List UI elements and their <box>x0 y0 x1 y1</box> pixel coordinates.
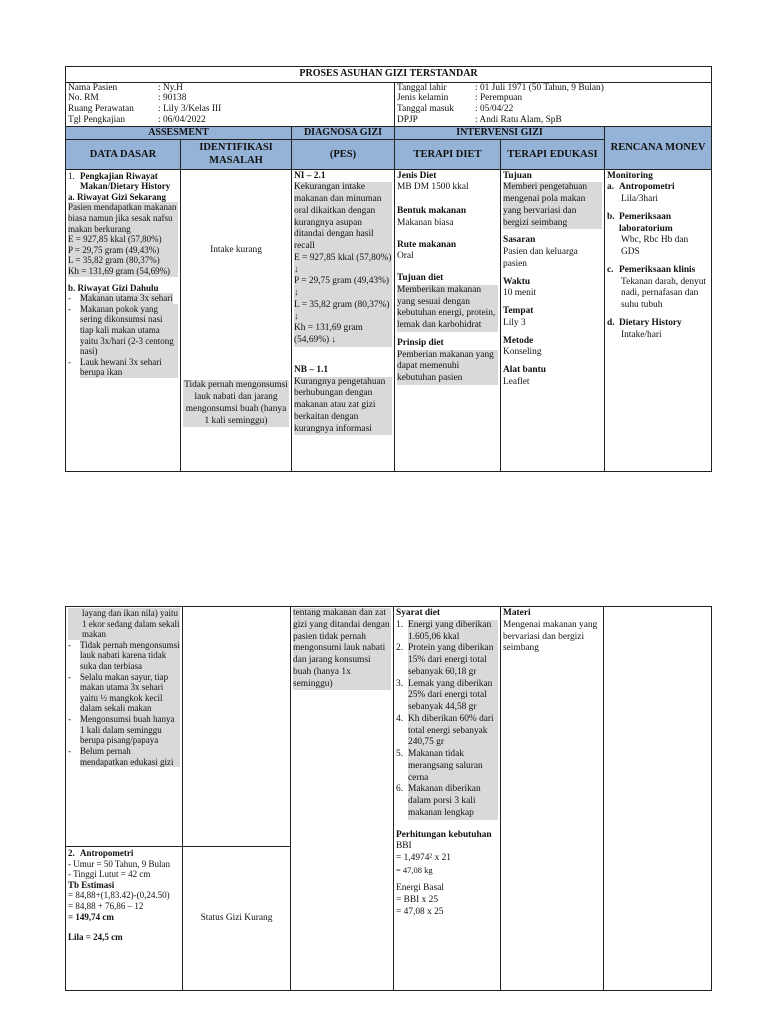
riwayat-gizi-sekarang-title: a. Riwayat Gizi Sekarang <box>68 191 166 202</box>
monev-klinis-value: Tekanan darah, denyut nadi, pernafasan dan suhu tubuh <box>621 276 706 310</box>
status-gizi-cell <box>183 847 291 991</box>
rute-makanan-value: Oral <box>397 251 414 262</box>
label-tanggal-masuk: Tanggal masuk <box>397 104 454 115</box>
antropometri-title: Antropometri <box>80 848 134 858</box>
monev-laboratorium-title: Pemeriksaan laboratorium <box>619 211 673 234</box>
monitoring-title: Monitoring <box>607 170 653 181</box>
energi-basal-formula: = BBI x 25 <box>396 895 439 906</box>
syarat-porsi: Makanan diberikan dalam porsi 3 kali makanan lengkap <box>408 784 498 819</box>
riwayat-dahulu-item-5: Selalu makan sayur, tiap makan utama 3x sehari yaitu ½ mangkok kecil dalam sekali makan <box>80 672 180 714</box>
list-item: - Tidak pernah mengonsumsi lauk nabati karena tidak suka dan terbiasa <box>68 639 180 672</box>
value-jenis-kelamin: : Perempuan <box>475 93 523 104</box>
list-item: - Selalu makan sayur, tiap makan utama 3x sehari yaitu ½ mangkok kecil dalam sekali makan <box>68 672 180 714</box>
header-intervensi-gizi: INTERVENSI GIZI <box>395 126 605 140</box>
monev-laboratorium-value: Wbc, Rbc Hb dan GDS <box>621 235 689 257</box>
header-data-dasar: DATA DASAR <box>66 140 181 169</box>
riwayat-dahulu-item-3: Lauk hewani 3x sehari berupa ikan <box>80 357 178 378</box>
value-ruang-perawatan: : Lily 3/Kelas III <box>158 104 222 115</box>
diagnosis-lemak: L = 35,82 gram (80,37%) ↓ <box>294 300 392 324</box>
diagnosis-ni-code: NI – 2.1 <box>294 170 326 181</box>
header-rencana-monev: RENCANA MONEV <box>605 126 712 169</box>
pes-continued-cell <box>291 607 394 991</box>
perhitungan-kebutuhan-title: Perhitungan kebutuhan <box>396 829 492 840</box>
edukasi-waktu-value: 10 menit <box>503 288 537 299</box>
edukasi-tempat-label: Tempat <box>503 306 534 316</box>
label-nama-pasien: Nama Pasien <box>68 82 118 93</box>
edukasi-waktu-label: Waktu <box>503 276 531 287</box>
riwayat-dahulu-item-1: Makanan utama 3x sehari <box>80 293 173 304</box>
diagnosis-energi: E = 927,85 kkal (57,80%) ↓ <box>294 252 392 275</box>
terapi-diet-continued-cell <box>394 607 501 991</box>
masalah-intake-kurang: Intake kurang <box>210 244 262 255</box>
tb-estimasi-result: = 149,74 cm <box>68 911 114 922</box>
lauk-hewani-continued: layang dan ikan nila) yaitu 1 ekor sedang dalam sekali makan <box>68 608 180 640</box>
edukasi-metode-label: Metode <box>503 335 534 346</box>
section-1-title: Pengkajian Riwayat Makan/Dietary History <box>80 170 171 192</box>
pagt-table-page1 <box>65 66 712 472</box>
tujuan-diet-label: Tujuan diet <box>397 273 444 283</box>
patient-info-left <box>66 82 395 126</box>
label-tanggal-lahir: Tanggal lahir <box>397 82 447 93</box>
header-pes: (PES) <box>292 140 395 169</box>
list-item: 3. Lemak yang diberikan 25% dari energi total sebanyak 44,58 gr <box>396 679 498 714</box>
tujuan-diet-value: Memberikan makanan yang sesuai dengan kebutuhan energi, protein, lemak dan karbohidrat <box>397 285 498 332</box>
monev-d-letter: d. <box>607 317 615 328</box>
monev-dietary-value: Intake/hari <box>621 329 662 340</box>
identifikasi-continued-cell <box>183 607 291 847</box>
jenis-diet-label: Jenis Diet <box>397 170 437 181</box>
header-assesment: ASSESMENT <box>66 126 292 140</box>
value-tgl-pengkajian: : 06/04/2022 <box>158 114 206 125</box>
edukasi-tempat-value: Lily 3 <box>503 317 526 328</box>
pes-cell <box>292 169 395 471</box>
status-gizi-kurang: Status Gizi Kurang <box>200 912 273 923</box>
pagt-table-page2 <box>65 606 712 991</box>
label-tgl-pengkajian: Tgl Pengkajian <box>68 114 126 125</box>
syarat-karbohidrat: Kh diberikan 60% dari total energi sebanyak 240,75 gr <box>408 714 498 749</box>
antropometri-umur: - Umur = 50 Tahun, 9 Bulan <box>68 858 171 869</box>
diagnosis-karbohidrat: Kh = 131,69 gram (54,69%) ↓ <box>294 323 392 347</box>
value-nama-pasien: : Ny.H <box>158 82 183 93</box>
syarat-diet-title: Syarat diet <box>396 608 441 618</box>
list-item: 1. Energi yang diberikan 1.605,06 kkal <box>396 620 498 644</box>
prinsip-diet-value: Pemberian makanan yang dapat memenuhi kebutuhan pasien <box>397 350 498 385</box>
riwayat-dahulu-item-4: Tidak pernah mengonsumsi lauk nabati karena tidak suka dan terbiasa <box>80 639 180 672</box>
header-identifikasi-masalah: IDENTIFIKASI MASALAH <box>181 140 292 169</box>
diagnosis-nb-code: NB – 1.1 <box>294 364 329 375</box>
bbi-formula: = 1,4974² x 21 <box>396 853 451 863</box>
edukasi-tujuan-label: Tujuan <box>503 170 532 181</box>
monev-dietary-title: Dietary History <box>619 317 682 328</box>
energi-basal-label: Energi Basal <box>396 883 444 894</box>
monev-antropometri-value: Lila/3hari <box>621 194 658 204</box>
rute-makanan-label: Rute makanan <box>397 239 457 250</box>
edukasi-tujuan-value: Memberi pengetahuan mengenai pola makan yang bervariasi dan bergizi seimbang <box>503 182 602 229</box>
value-tanggal-masuk: : 05/04/22 <box>475 104 514 115</box>
diagnosis-protein: P = 29,75 gram (49,43%) ↓ <box>294 276 392 300</box>
edukasi-sasaran-value: Pasien dan keluarga pasien <box>503 247 578 269</box>
list-item: 4. Kh diberikan 60% dari total energi sebanyak 240,75 gr <box>396 714 498 749</box>
syarat-saluran-cerna: Makanan tidak merangsang saluran cerna <box>408 749 498 784</box>
value-dpjp: : Andi Ratu Alam, SpB <box>475 114 562 125</box>
terapi-diet-cell <box>395 169 501 471</box>
document-title: PROSES ASUHAN GIZI TERSTANDAR <box>66 67 712 83</box>
energi-basal-result: = 47,08 x 25 <box>396 906 444 917</box>
bbi-result: = 47,08 kg <box>396 864 433 875</box>
recall-energi: E = 927,85 kkal (57,80%) <box>68 234 178 245</box>
header-terapi-edukasi: TERAPI EDUKASI <box>501 140 605 169</box>
section-2-number: 2. <box>68 848 75 858</box>
list-item: - Makanan utama 3x sehari <box>68 293 173 304</box>
syarat-lemak: Lemak yang diberikan 25% dari energi total sebanyak 44,58 gr <box>408 679 498 714</box>
monev-c-letter: c. <box>607 264 614 275</box>
syarat-protein: Protein yang diberikan 15% dari energi total sebanyak 60,18 gr <box>408 643 498 678</box>
riwayat-dahulu-item-2: Makanan pokok yang sering dikonsumsi nasi tiap kali makan utama yaitu 3x/hari (2-3 centong nasi) <box>80 304 178 357</box>
tb-estimasi-title: Tb Estimasi <box>68 879 115 890</box>
list-item: 2. Protein yang diberikan 15% dari energi total sebanyak 60,18 gr <box>396 643 498 678</box>
header-diagnosa-gizi: DIAGNOSA GIZI <box>292 126 395 140</box>
list-item: - Belum pernah mendapatkan edukasi gizi <box>68 746 180 767</box>
list-item: - Lauk hewani 3x sehari berupa ikan <box>68 357 178 378</box>
list-item: - Makanan pokok yang sering dikonsumsi nasi tiap kali makan utama yaitu 3x/hari (2-3 centong nasi) <box>68 304 178 357</box>
antropometri-tinggi-lutut: - Tinggi Lutut = 42 cm <box>68 869 151 880</box>
edukasi-sasaran-label: Sasaran <box>503 235 536 246</box>
riwayat-dahulu-item-6: Mengonsumsi buah hanya 1 kali dalam seminggu berupa pisang/papaya <box>80 714 180 746</box>
materi-value: Mengenai makanan yang bervariasi dan bergizi seimbang <box>503 619 598 654</box>
label-dpjp: DPJP <box>397 114 418 125</box>
riwayat-gizi-dahulu-title: b. Riwayat Gizi Dahulu <box>68 282 159 293</box>
identifikasi-masalah-cell <box>181 169 292 471</box>
label-ruang-perawatan: Ruang Perawatan <box>68 104 134 115</box>
diagnosis-nb-text-continued: tentang makanan dan zat gizi yang ditandai dengan pasien tidak pernah mengonsumi lauk nabati dan jarang konsumsi buah (hanya 1x seminggu) <box>293 608 390 689</box>
list-item: 5. Makanan tidak merangsang saluran cerna <box>396 749 498 784</box>
bentuk-makanan-label: Bentuk makanan <box>397 206 467 216</box>
lila-value: Lila = 24,5 cm <box>68 932 123 943</box>
recall-protein: P = 29,75 gram (49,43%) <box>68 245 178 256</box>
diagnosis-ni-text: Kekurangan intake makanan dan minuman oral dikaitkan dengan kurangnya asupan ditandai dengan hasil recall <box>294 182 392 253</box>
header-terapi-diet: TERAPI DIET <box>395 140 501 169</box>
monev-a-letter: a. <box>607 182 615 193</box>
prinsip-diet-label: Prinsip diet <box>397 337 444 348</box>
tb-estimasi-step: = 84,88 + 76,86 – 12 <box>68 901 144 912</box>
recall-lemak: L = 35,82 gram (80,37%) <box>68 255 178 266</box>
data-dasar-cell <box>66 169 181 471</box>
masalah-pola-konsumsi: Tidak pernah mengonsumsi lauk nabati dan jarang mengonsumsi buah (hanya 1 kali seminggu) <box>184 380 288 426</box>
terapi-edukasi-cell <box>501 169 605 471</box>
edukasi-alat-bantu-label: Alat bantu <box>503 365 546 375</box>
monev-klinis-title: Pemeriksaan klinis <box>619 264 696 275</box>
rencana-monev-cell <box>605 169 712 471</box>
section-1-number: 1. <box>68 170 75 181</box>
antropometri-cell <box>66 847 183 991</box>
riwayat-dahulu-item-7: Belum pernah mendapatkan edukasi gizi <box>80 746 180 767</box>
tb-estimasi-formula: = 84,88+(1,83.42)-(0,24.50) <box>68 890 170 901</box>
riwayat-gizi-sekarang-text: Pasien mendapatkan makanan biasa namun jika sesak nafsu makan berkurang <box>68 202 177 234</box>
bbi-label: BBI <box>396 841 412 852</box>
label-no-rm: No. RM <box>68 93 99 104</box>
edukasi-alat-bantu-value: Leaflet <box>503 376 530 387</box>
materi-title: Materi <box>503 608 531 618</box>
value-no-rm: : 90138 <box>158 93 187 104</box>
recall-karbohidrat: Kh = 131,69 gram (54,69%) <box>68 266 178 277</box>
patient-info-right <box>395 82 712 126</box>
monev-antropometri-title: Antropometri <box>619 182 675 193</box>
list-item: 6. Makanan diberikan dalam porsi 3 kali makanan lengkap <box>396 784 498 819</box>
diagnosis-nb-text: Kurangnya pengetahuan berhubungan dengan makanan atau zat gizi berkaitan dengan kurangnya informasi <box>294 377 392 436</box>
list-item: - Mengonsumsi buah hanya 1 kali dalam seminggu berupa pisang/papaya <box>68 714 180 746</box>
edukasi-metode-value: Konseling <box>503 347 542 358</box>
terapi-edukasi-continued-cell <box>501 607 604 991</box>
monev-b-letter: b. <box>607 211 615 222</box>
value-tanggal-lahir: : 01 Juli 1971 (50 Tahun, 9 Bulan) <box>475 82 604 93</box>
bentuk-makanan-value: Makanan biasa <box>397 217 454 228</box>
rencana-monev-continued-cell <box>604 607 712 991</box>
data-dasar-continued-cell <box>66 607 183 847</box>
syarat-energi: Energi yang diberikan 1.605,06 kkal <box>408 620 498 644</box>
jenis-diet-value: MB DM 1500 kkal <box>397 182 469 193</box>
label-jenis-kelamin: Jenis kelamin <box>397 93 449 104</box>
